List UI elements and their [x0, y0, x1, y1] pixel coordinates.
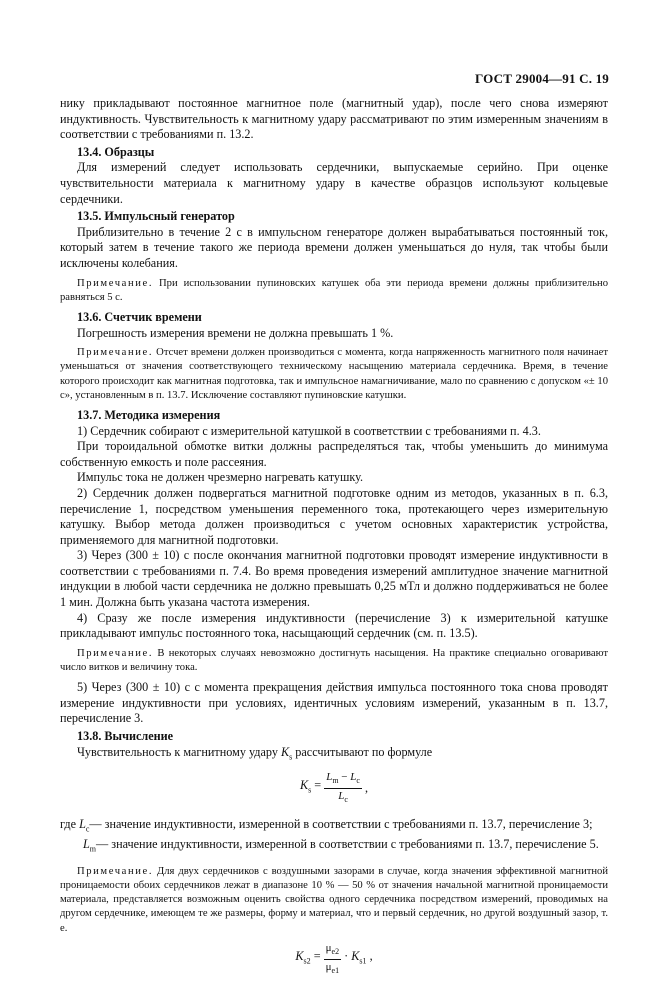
where-lc: где $L_c$ — значение индуктивности, измеренной в соответствии с требованиями п. 13.7, перечисление 3; [60, 816, 593, 834]
note-text: Для двух сердечников с воздушными зазорами в случае, когда значения эффективной магнитной проницаемости обоих сердечников лежат в диапазоне 10 % — 50 % от значения начальной магнитной проницаемости материала, представляется возможным оценить свойства одного сердечника посредством измерений, проводимых на другом сердечнике, имеющем те же размеры, форму и материал, что и первый сердечник, но другой воздушный зазор, т. е. [60, 865, 608, 934]
section-13-5-title: 13.5. Импульсный генератор [77, 209, 235, 224]
section-13-7-item-5: 5) Через (300 ± 10) с с момента прекращения действия импульса постоянного тока снова проводят измерение индуктивности при условиях, идентичных условиям измерений, указанным в п. 13.7, перечисление 3. [60, 680, 608, 726]
section-13-5-text: Приблизительно в течение 2 с в импульсном генераторе должен вырабатываться постоянный ток, который затем в течение такого же периода времени должен уменьшаться до нуля, так чтобы были исключены колебания. [60, 224, 608, 270]
note-label: Примечание. [77, 647, 154, 659]
section-13-6-title: 13.6. Счетчик времени [77, 309, 202, 324]
note-text: Отсчет времени должен производиться с момента, когда напряженность магнитного поля начинает уменьшаться от значения соответствующего техническому насыщению материала сердечника. Время, в течение которого происходит как магнитная подготовка, так и импульсное намагничивание, мало по сравнению с допуском «± 10 с», установленным в п. 13.7. Исключение составляют пупиновские катушки. [60, 347, 608, 401]
formula-fraction: $\frac{L_m - L_c}{L_c}$ [326, 770, 360, 805]
section-13-6-note [60, 346, 608, 403]
note-text: В некоторых случаях невозможно достигнуть насыщения. На практике специально оговаривают число витков и величину тока. [60, 647, 608, 674]
note-label: Примечание. [77, 347, 154, 359]
section-13-8-title: 13.8. Вычисление [77, 729, 174, 744]
section-13-7-item-1: 1) Сердечник собирают с измерительной катушкой в соответствии с требованиями п. 4.3. [77, 423, 541, 438]
section-13-4-title: 13.4. Образцы [77, 144, 155, 159]
page-header: ГОСТ 29004—91 С. 19 [475, 71, 609, 86]
section-13-4-text: Для измерений следует использовать сердечники, выпускаемые серийно. При оценке чувствительности материала к магнитному удару в качестве образцов используют кольцевые сердечники. [60, 160, 608, 206]
formula-ks2: $K_{s2}$ = $\frac{\mu_{e2}}{\mu_{e1}}$ · $K_{s1}$ , [295, 941, 373, 976]
section-13-7-item-3: 3) Через (300 ± 10) с после окончания магнитной подготовки проводят измерение индуктивности в соответствии с требованиями п. 7.4. Во время проведения измерений амплитудное значение магнитной индукции в любой части сердечника не должно превышать 0,25 мТл и должно поддерживаться не более 1 мин. Должна быть указана частота измерения. [60, 548, 608, 610]
intro-paragraph: нику прикладывают постоянное магнитное поле (магнитный удар), после чего снова измеряют индуктивность. Чувствительность к магнитному удару рассматривают по этим измеренным значениям в соответствии с требованиями п. 13.2. [60, 96, 608, 142]
section-13-7-heating: Импульс тока не должен чрезмерно нагревать катушку. [77, 470, 364, 485]
section-13-7-title: 13.7. Методика измерения [77, 407, 221, 422]
section-13-5-note [60, 277, 608, 305]
section-13-7-note [60, 647, 608, 675]
section-13-7-item-2: 2) Сердечник должен подвергаться магнитной подготовке одним из методов, указанных в п. 6.3, перечисление 1, посредством уменьшения переменного тока, протекающего через измерительную катушку. Выбор метода должен производиться с учетом основных характеристик устройства, применяемого для магнитной подготовки. [60, 485, 608, 547]
section-13-8-note [60, 865, 608, 936]
section-13-7-winding: При тороидальной обмотке витки должны распределяться так, чтобы уменьшить до минимума собственную емкость и поле рассеяния. [60, 439, 608, 469]
note-label: Примечание. [77, 277, 154, 289]
note-text: При использовании пупиновских катушек оба эти периода времени должны приблизительно равняться 5 с. [60, 277, 608, 303]
section-13-7-item-4: 4) Сразу же после измерения индуктивности (перечисление 3) к измерительной катушке прикладывают импульс постоянного тока, насыщающий сердечник (см. п. 13.5). [60, 610, 608, 641]
formula-ks: $K_s$ = $\frac{L_m - L_c}{L_c}$ , [299, 770, 369, 805]
section-13-6-text: Погрешность измерения времени не должна превышать 1 %. [77, 325, 394, 340]
document-body [60, 96, 608, 988]
section-13-8-text: Чувствительность к магнитному удару $K_s$ рассчитывают по формуле [77, 744, 433, 762]
where-lm: $L_m$ — значение индуктивности, измеренной в соответствии с требованиями п. 13.7, перечисление 5. [83, 836, 599, 854]
note-label: Примечание. [77, 865, 154, 877]
formula2-fraction: $\frac{\mu_{e2}}{\mu_{e1}}$ [325, 941, 340, 976]
